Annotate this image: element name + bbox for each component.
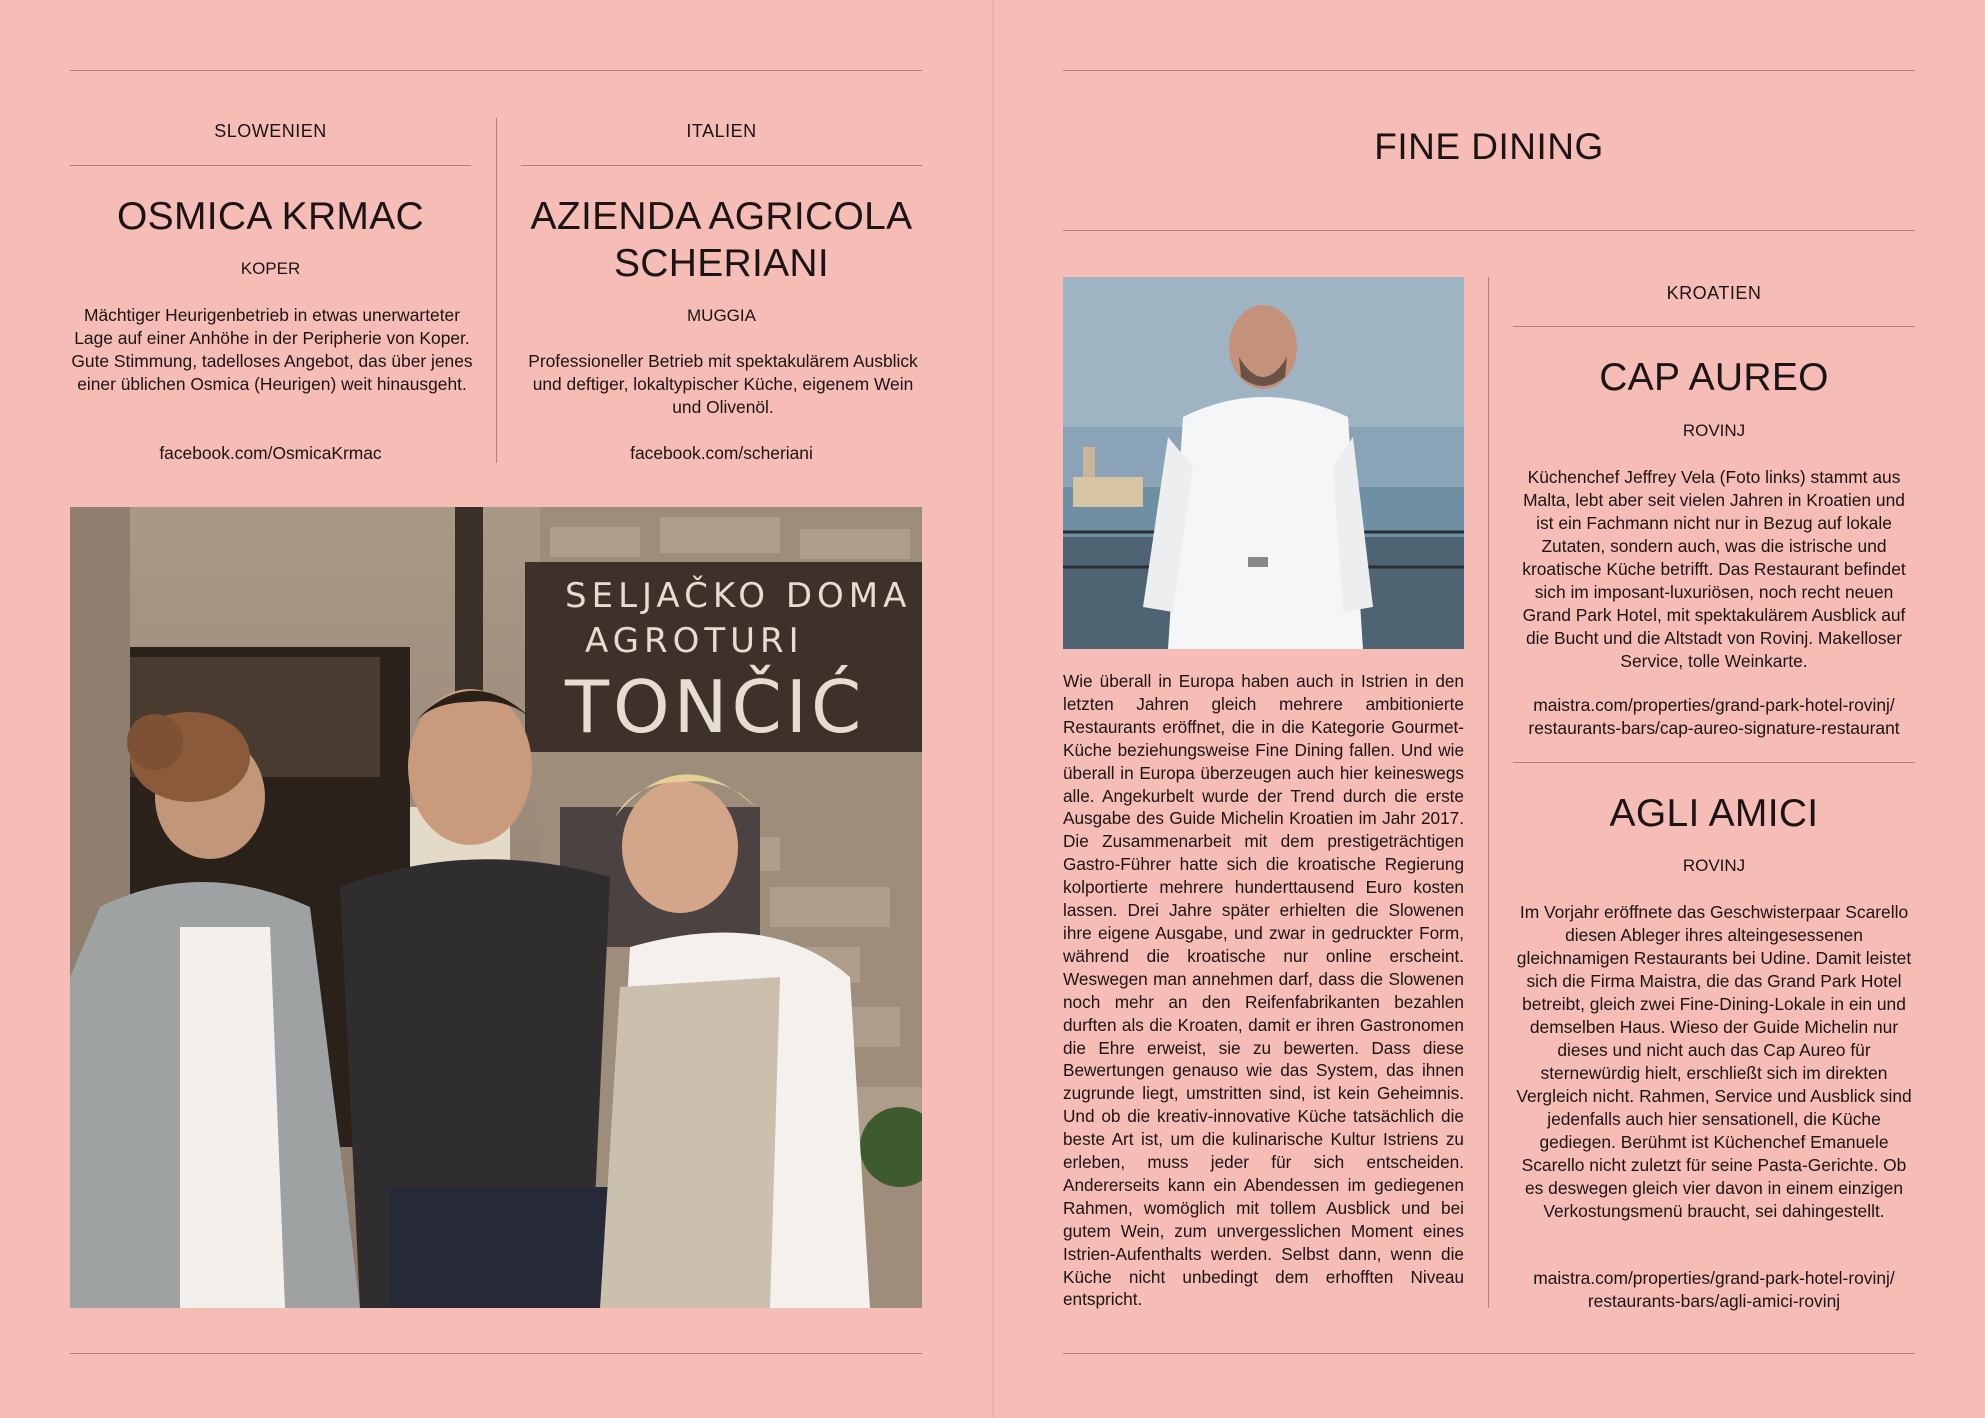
bottom-rule-right	[1063, 1353, 1915, 1354]
page-spine	[992, 0, 994, 1418]
country-label-italien: ITALIEN	[686, 121, 757, 141]
city-rovinj-cap-aureo: ROVINJ	[1682, 421, 1746, 440]
link-scheriani-facebook[interactable]: facebook.com/scheriani	[630, 443, 813, 463]
photo-toncic-family	[70, 507, 922, 1308]
restaurant-title-scheriani-line1: AZIENDA AGRICOLA	[530, 195, 913, 238]
bottom-rule-left	[70, 1353, 922, 1354]
sign-text-line1: SELJAČKO DOMA	[565, 576, 912, 616]
restaurant-title-scheriani-line2: SCHERIANI	[613, 242, 830, 285]
col1-rule	[70, 165, 471, 166]
header-rule-right	[1063, 230, 1915, 231]
top-rule-left	[70, 70, 922, 71]
link-agli-amici-line2[interactable]: restaurants-bars/agli-amici-rovinj	[1587, 1291, 1841, 1311]
kroatien-rule	[1513, 326, 1915, 327]
section-header-fine-dining: FINE DINING	[1374, 126, 1604, 167]
restaurant-title-osmica: OSMICA KRMAC	[117, 195, 424, 238]
entry-separator-rule	[1513, 762, 1915, 763]
link-agli-amici-line1[interactable]: maistra.com/properties/grand-park-hotel-rovinj/	[1533, 1268, 1895, 1288]
description-scheriani: Professioneller Betrieb mit spektakulärem Ausblick und deftiger, lokaltypischer Küche, eigenem Wein und Olivenöl.	[528, 351, 918, 417]
link-osmica-facebook[interactable]: facebook.com/OsmicaKrmac	[159, 443, 382, 463]
sign-text-line3: TONČIĆ	[565, 665, 866, 749]
city-rovinj-agli-amici: ROVINJ	[1682, 856, 1746, 875]
sign-text-line2: AGROTURI	[585, 621, 804, 661]
link-cap-aureo-line2[interactable]: restaurants-bars/cap-aureo-signature-restaurant	[1528, 718, 1900, 738]
top-rule-right	[1063, 70, 1915, 71]
city-koper: KOPER	[240, 259, 301, 278]
restaurant-title-agli-amici: AGLI AMICI	[1609, 792, 1819, 835]
country-label-kroatien: KROATIEN	[1666, 283, 1762, 303]
column-divider-left	[496, 118, 497, 463]
intro-article-text: Wie überall in Europa haben auch in Istrien in den letzten Jahren gleich mehrere ambitionierte Restaurants eröffnet, die in die Kategorie Gourmet-Küche beziehungsweise Fine Dining fallen. Und wie überall in Europa überzeugen auch hier keineswegs alle. Angekurbelt wurde der Trend durch die erste Ausgabe des Guide Michelin Kroatien im Jahr 2017. Die Zusammenarbeit mit dem prestigeträchtigen Gastro-Führer hatte sich die kroatische Regierung kolportierte mehrere hunderttausend Euro kosten lassen. Drei Jahre später erhielten die Slowenen ihre eigene Ausgabe, und zwar in gedruckter Form, während die kroatische nur online erscheint. Weswegen man annehmen darf, dass die Slowenen noch mehr an den Reifenfabrikanten bezahlen durften als die Kroaten, damit er ihren Gastronomen die Ehre erweist, sie zu bewerten. Dass diese Bewertungen genauso wie das System, das ihnen zugrunde liegt, umstritten sind, ist kein Geheimnis. Und ob die kreativ-innovative Küche tatsächlich die beste Art ist, um die kulinarische Kultur Istriens zu erleben, muss jeder für sich entscheiden. Andererseits kann ein Abendessen im gediegenen Rahmen, womöglich mit tollem Ausblick und bei gutem Wein, zum unvergesslichen Moment eines Istrien-Aufenthalts werden. Selbst dann, wenn die Küche nicht unbedingt dem erhofften Niveau entspricht.	[1063, 671, 1464, 1310]
country-label-slowenien: SLOWENIEN	[214, 121, 327, 141]
restaurant-title-cap-aureo: CAP AUREO	[1599, 356, 1829, 399]
description-agli-amici: Im Vorjahr eröffnete das Geschwisterpaar Scarello diesen Ableger ihres alteingesessenen gleichnamigen Restaurants bei Udine. Damit leistet sich die Firma Maistra, die das Grand Park Hotel betreibt, gleich zwei Fine-Dining-Lokale in ein und demselben Haus. Wieso der Guide Michelin nur dieses und nicht auch das Cap Aureo für sternewürdig hielt, erschließt sich im direkten Vergleich nicht. Rahmen, Service und Ausblick sind jedenfalls auch hier sensationell, die Küche gediegen. Berühmt ist Küchenchef Emanuele Scarello nicht zuletzt für seine Pasta-Gerichte. Ob es deswegen gleich vier davon in einem einzigen Verkostungsmenü braucht, sei dahingestellt.	[1516, 902, 1912, 1221]
column-divider-right	[1488, 277, 1489, 1308]
col2-rule	[521, 165, 922, 166]
photo-chef-jeffrey-vela	[1063, 277, 1464, 649]
description-osmica: Mächtiger Heurigenbetrieb in etwas unerwarteter Lage auf einer Anhöhe in der Peripherie von Koper. Gute Stimmung, tadelloses Angebot, das über jenes einer üblichen Osmica (Heurigen) weit hinausgeht.	[71, 305, 473, 394]
city-muggia: MUGGIA	[687, 306, 756, 325]
description-cap-aureo: Küchenchef Jeffrey Vela (Foto links) stammt aus Malta, lebt aber seit vielen Jahren in Kroatien und ist ein Fachmann nicht nur in Bezug auf lokale Zutaten, sondern auch, was die istrische und kroatische Küche betrifft. Das Restaurant befindet sich im imposant-luxuriösen, noch recht neuen Grand Park Hotel, mit spektakulärem Ausblick auf die Bucht und die Altstadt von Rovinj. Makelloser Service, tolle Weinkarte.	[1522, 467, 1906, 671]
link-cap-aureo-line1[interactable]: maistra.com/properties/grand-park-hotel-rovinj/	[1533, 695, 1895, 715]
